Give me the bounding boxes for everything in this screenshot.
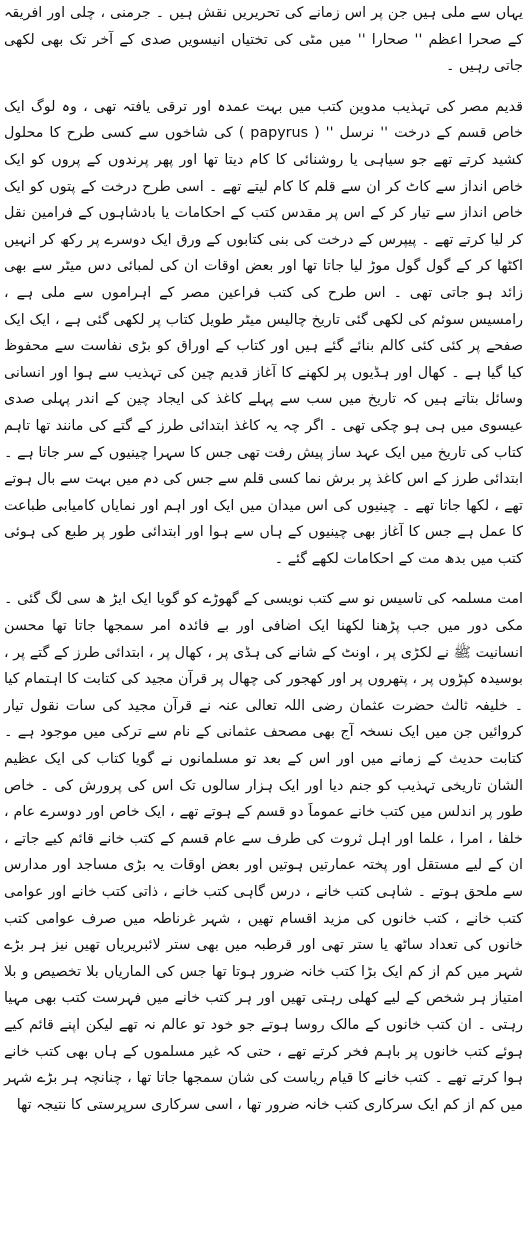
- paragraph-egypt-china: قدیم مصر کی تہذیب مدوین کتب میں بہت عمدہ اور ترقی یافتہ تھی ، وہ لوگ ایک خاص قسم کے درخت '' نرسل '' ( papyrus ) کی شاخوں سے کسی طرح کا محلول کشید کرتے تھے جو سیاہی یا روشنائی کا کام دیتا تھا اور پھر پرندوں کے پروں کو ایک خاص انداز سے کاٹ کر ان سے قلم کا کام لیتے تھے ۔ اسی طرح درخت کے پتوں کو ایک خاص انداز سے تیار کر کے اس پر مقدس کتب کے احکامات یا بادشاہوں کے فرامین نقل کر لیا کرتے تھے ۔ پیپرس کے درخت کی بنی کتابوں کے ورق ایک دوسرے پر رکھ کر انہیں اکٹھا کر کے گول گول موڑ لیا جاتا تھا اور بعض اوقات ان کی لمبائی دس میٹر سے بھی زائد ہو جاتی تھی ۔ اس طرح کی کتب فراعین مصر کے اہراموں سے ملی ہے ، رامسیس سوئم کی لکھی گئی تاریخ چالیس میٹر طویل کتاب پر لکھی گئی ہے ، ایک ایک صفحے پر کئی کئی کالم بنائے گئے ہیں اور کتاب کے اوراق کو بڑی نفاست سے محفوظ کیا گیا ہے ۔ کھال اور ہڈیوں پر لکھنے کا آغاز قدیم چین کی تہذیب سے ہوا اور انسانی وسائل بتاتے ہیں کہ تاریخ میں سب سے پہلے کاغذ کی ایجاد چین کے اندر پہلی صدی عیسوی میں ہی ہو چکی تھی ۔ اگر چہ یہ کاغذ ابتدائی طرز کے گتے کی مانند تھا تاہم کتاب کی تاریخ میں ایک عہد ساز پیش رفت تھی جس کا سہرا چینیوں کے سر جاتا ہے ۔ ابتدائی طرز کے اس کاغذ پر برش نما کسی قلم سے جس کی دم میں بہت سے بال ہوتے تھے ، لکھا جاتا تھے ۔ چینیوں کی اس میدان میں ایک اور اہم اور نمایاں کامیابی طباعت کا عمل ہے جس کا آغاز بھی چینیوں کے ہاں سے ہوا اور ابتدائی طور پر طبع کی ہوئی کتب میں بدھ مت کے احکامات لکھے گئے ۔: [4, 98, 523, 567]
- paragraph-clay-tablets: یہاں سے ملی ہیں جن پر اس زمانے کی تحریریں نقش ہیں ۔ جرمنی ، چلی اور افریقہ کے صحرا اعظم '' صحارا '' میں مٹی کی تختیاں انیسویں صدی کے آخر تک بھی لکھی جاتی رہیں ۔: [4, 5, 523, 75]
- paragraph-muslim-libraries: امت مسلمہ کی تاسیس نو سے کتب نویسی کے گھوڑے کو گویا ایک ایڑ ھ سی لگ گئی ۔ مکی دور میں جب پڑھنا لکھنا ایک اضافی اور بے فائدہ امر سمجھا جاتا تھا محسن انسانیت ﷺ نے لکڑی پر ، اونٹ کے شانے کی ہڈی پر ، کھال پر ، ابتدائی طرز کے گتے پر ، بوسیدہ کپڑوں پر ، پتھروں پر اور کھجور کی چھال پر قرآن مجید کی کتابت کا اہتمام کیا ۔ خلیفہ ثالث حضرت عثمان رضی اللہ تعالی عنہ نے قرآن مجید کی سات نقول تیار کروائیں جن میں ایک نسخہ آج بھی مصحف عثمانی کے نام سے ترکی میں موجود ہے ۔ کتابت حدیث کے زمانے میں اور اس کے بعد تو مسلمانوں نے گویا کتاب کی ایک عظیم الشان تاریخی تہذیب کو جنم دیا اور ایک ہزار سالوں تک اس کی پرورش کی ۔ خاص طور پر اندلس میں کتب خانے عموماََ دو قسم کے ہوتے تھے ، ایک خاص اور دوسرے عام ، خلفا ، امرا ، علما اور اہل ثروت کی طرف سے عام قسم کے کتب خانے قائم کیے جاتے ، ان کے لیے مستقل اور پختہ عمارتیں ہوتیں اور بعض اوقات یہ بڑی مساجد اور مدارس سے ملحق ہوتے ۔ شاہی کتب خانے ، درس گاہی کتب خانے ، ذاتی کتب خانے اور عوامی کتب خانے ، کتب خانوں کی مزید اقسام تھیں ، شہر غرناطہ میں صرف عوامی کتب خانوں کی تعداد ساٹھ یا ستر تھی اور قرطبہ میں بھی ستر لائبریریاں تھیں نیز ہر بڑے شہر میں کم از کم ایک بڑا کتب خانہ ضرور ہوتا تھا جس کی الماریاں بلا تخصیص و بلا امتیاز ہر شخص کے لیے کھلی رہتی تھیں اور ہر کتب خانے میں فہرست کتب بھی مہیا رہتی ۔ ان کتب خانوں کے مالک روسا ہوتے جو خود تو عالم نہ تھے لیکن اپنے قائم کیے ہوئے کتب خانوں پر باہم فخر کرتے تھے ، حتی کہ غیر مسلموں کے ہاں بھی کتب خانے ہوا کرتے تھے ۔ کتب خانے کا قیام ریاست کی شان سمجھا جاتا تھا ، چنانچہ ہر بڑے شہر میں کم از کم ایک سرکاری کتب خانہ ضرور تھا ، اسی سرکاری سرپرستی کا نتیجہ تھا: [4, 591, 523, 1113]
